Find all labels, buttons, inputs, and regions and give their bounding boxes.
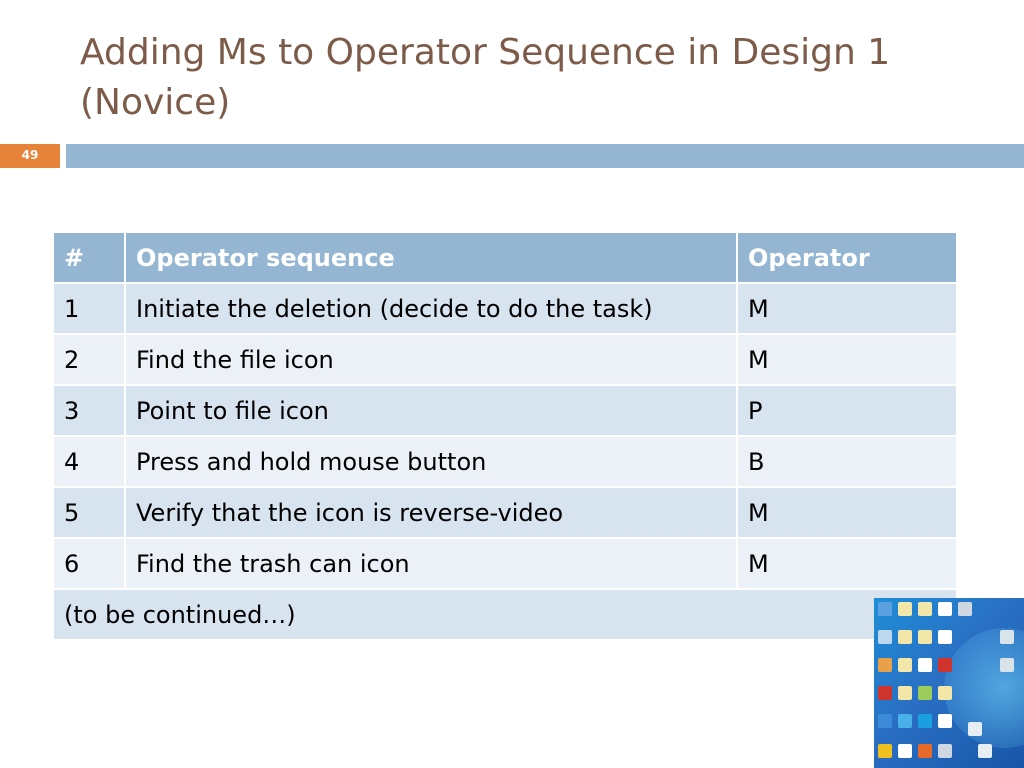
desktop-app-icon xyxy=(958,602,972,616)
slide-title-line-2: (Novice) xyxy=(80,82,231,123)
desktop-app-icon xyxy=(1000,630,1014,644)
row-number: 4 xyxy=(53,436,125,487)
desktop-skype-icon xyxy=(918,714,932,728)
desktop-computer-icon xyxy=(878,602,892,616)
desktop-app-icon xyxy=(898,714,912,728)
row-number: 6 xyxy=(53,538,125,589)
slide-number: 49 xyxy=(0,144,60,168)
row-sequence: Press and hold mouse button xyxy=(125,436,737,487)
desktop-pdf-icon xyxy=(878,686,892,700)
desktop-app-icon xyxy=(918,744,932,758)
desktop-document-icon xyxy=(918,658,932,672)
slide-title-line-1: Adding Ms to Operator Sequence in Design 1 xyxy=(80,32,891,73)
desktop-file-icon xyxy=(898,630,912,644)
desktop-screenshot-icon xyxy=(874,598,1024,768)
row-operator: M xyxy=(737,487,957,538)
desktop-file-icon xyxy=(898,686,912,700)
desktop-file-icon xyxy=(918,602,932,616)
desktop-document-icon xyxy=(938,714,952,728)
desktop-file-icon xyxy=(918,686,932,700)
continued-note: (to be continued…) xyxy=(53,589,957,640)
operator-sequence-table xyxy=(52,231,958,641)
row-operator: M xyxy=(737,538,957,589)
desktop-file-icon xyxy=(898,658,912,672)
row-sequence: Initiate the deletion (decide to do the task) xyxy=(125,283,737,334)
row-operator: B xyxy=(737,436,957,487)
row-sequence: Find the file icon xyxy=(125,334,737,385)
desktop-app-icon xyxy=(968,722,982,736)
row-number: 1 xyxy=(53,283,125,334)
slide-title xyxy=(80,28,980,128)
row-operator: M xyxy=(737,334,957,385)
header-operator: Operator xyxy=(737,232,957,283)
row-number: 3 xyxy=(53,385,125,436)
desktop-app-icon xyxy=(878,658,892,672)
table-row xyxy=(53,487,957,538)
desktop-file-icon xyxy=(918,630,932,644)
table-row xyxy=(53,334,957,385)
row-number: 2 xyxy=(53,334,125,385)
header-operator-sequence: Operator sequence xyxy=(125,232,737,283)
table-continued-row xyxy=(53,589,957,640)
desktop-app-icon xyxy=(878,714,892,728)
row-sequence: Point to file icon xyxy=(125,385,737,436)
desktop-browser-icon xyxy=(938,602,952,616)
row-sequence: Find the trash can icon xyxy=(125,538,737,589)
table-header-row xyxy=(53,232,957,283)
desktop-app-icon xyxy=(938,744,952,758)
desktop-app-icon xyxy=(978,744,992,758)
table-row xyxy=(53,283,957,334)
table-row xyxy=(53,385,957,436)
desktop-file-icon xyxy=(898,602,912,616)
desktop-file-icon xyxy=(938,686,952,700)
title-divider-bar xyxy=(66,144,1024,168)
desktop-app-icon xyxy=(1000,658,1014,672)
desktop-document-icon xyxy=(938,630,952,644)
row-sequence: Verify that the icon is reverse-video xyxy=(125,487,737,538)
desktop-app-icon xyxy=(898,744,912,758)
row-number: 5 xyxy=(53,487,125,538)
desktop-wallpaper-glow xyxy=(944,628,1024,748)
table-row xyxy=(53,538,957,589)
desktop-app-icon xyxy=(938,658,952,672)
desktop-app-icon xyxy=(878,744,892,758)
desktop-recycle-bin-icon xyxy=(878,630,892,644)
header-number: # xyxy=(53,232,125,283)
row-operator: P xyxy=(737,385,957,436)
table-row xyxy=(53,436,957,487)
row-operator: M xyxy=(737,283,957,334)
